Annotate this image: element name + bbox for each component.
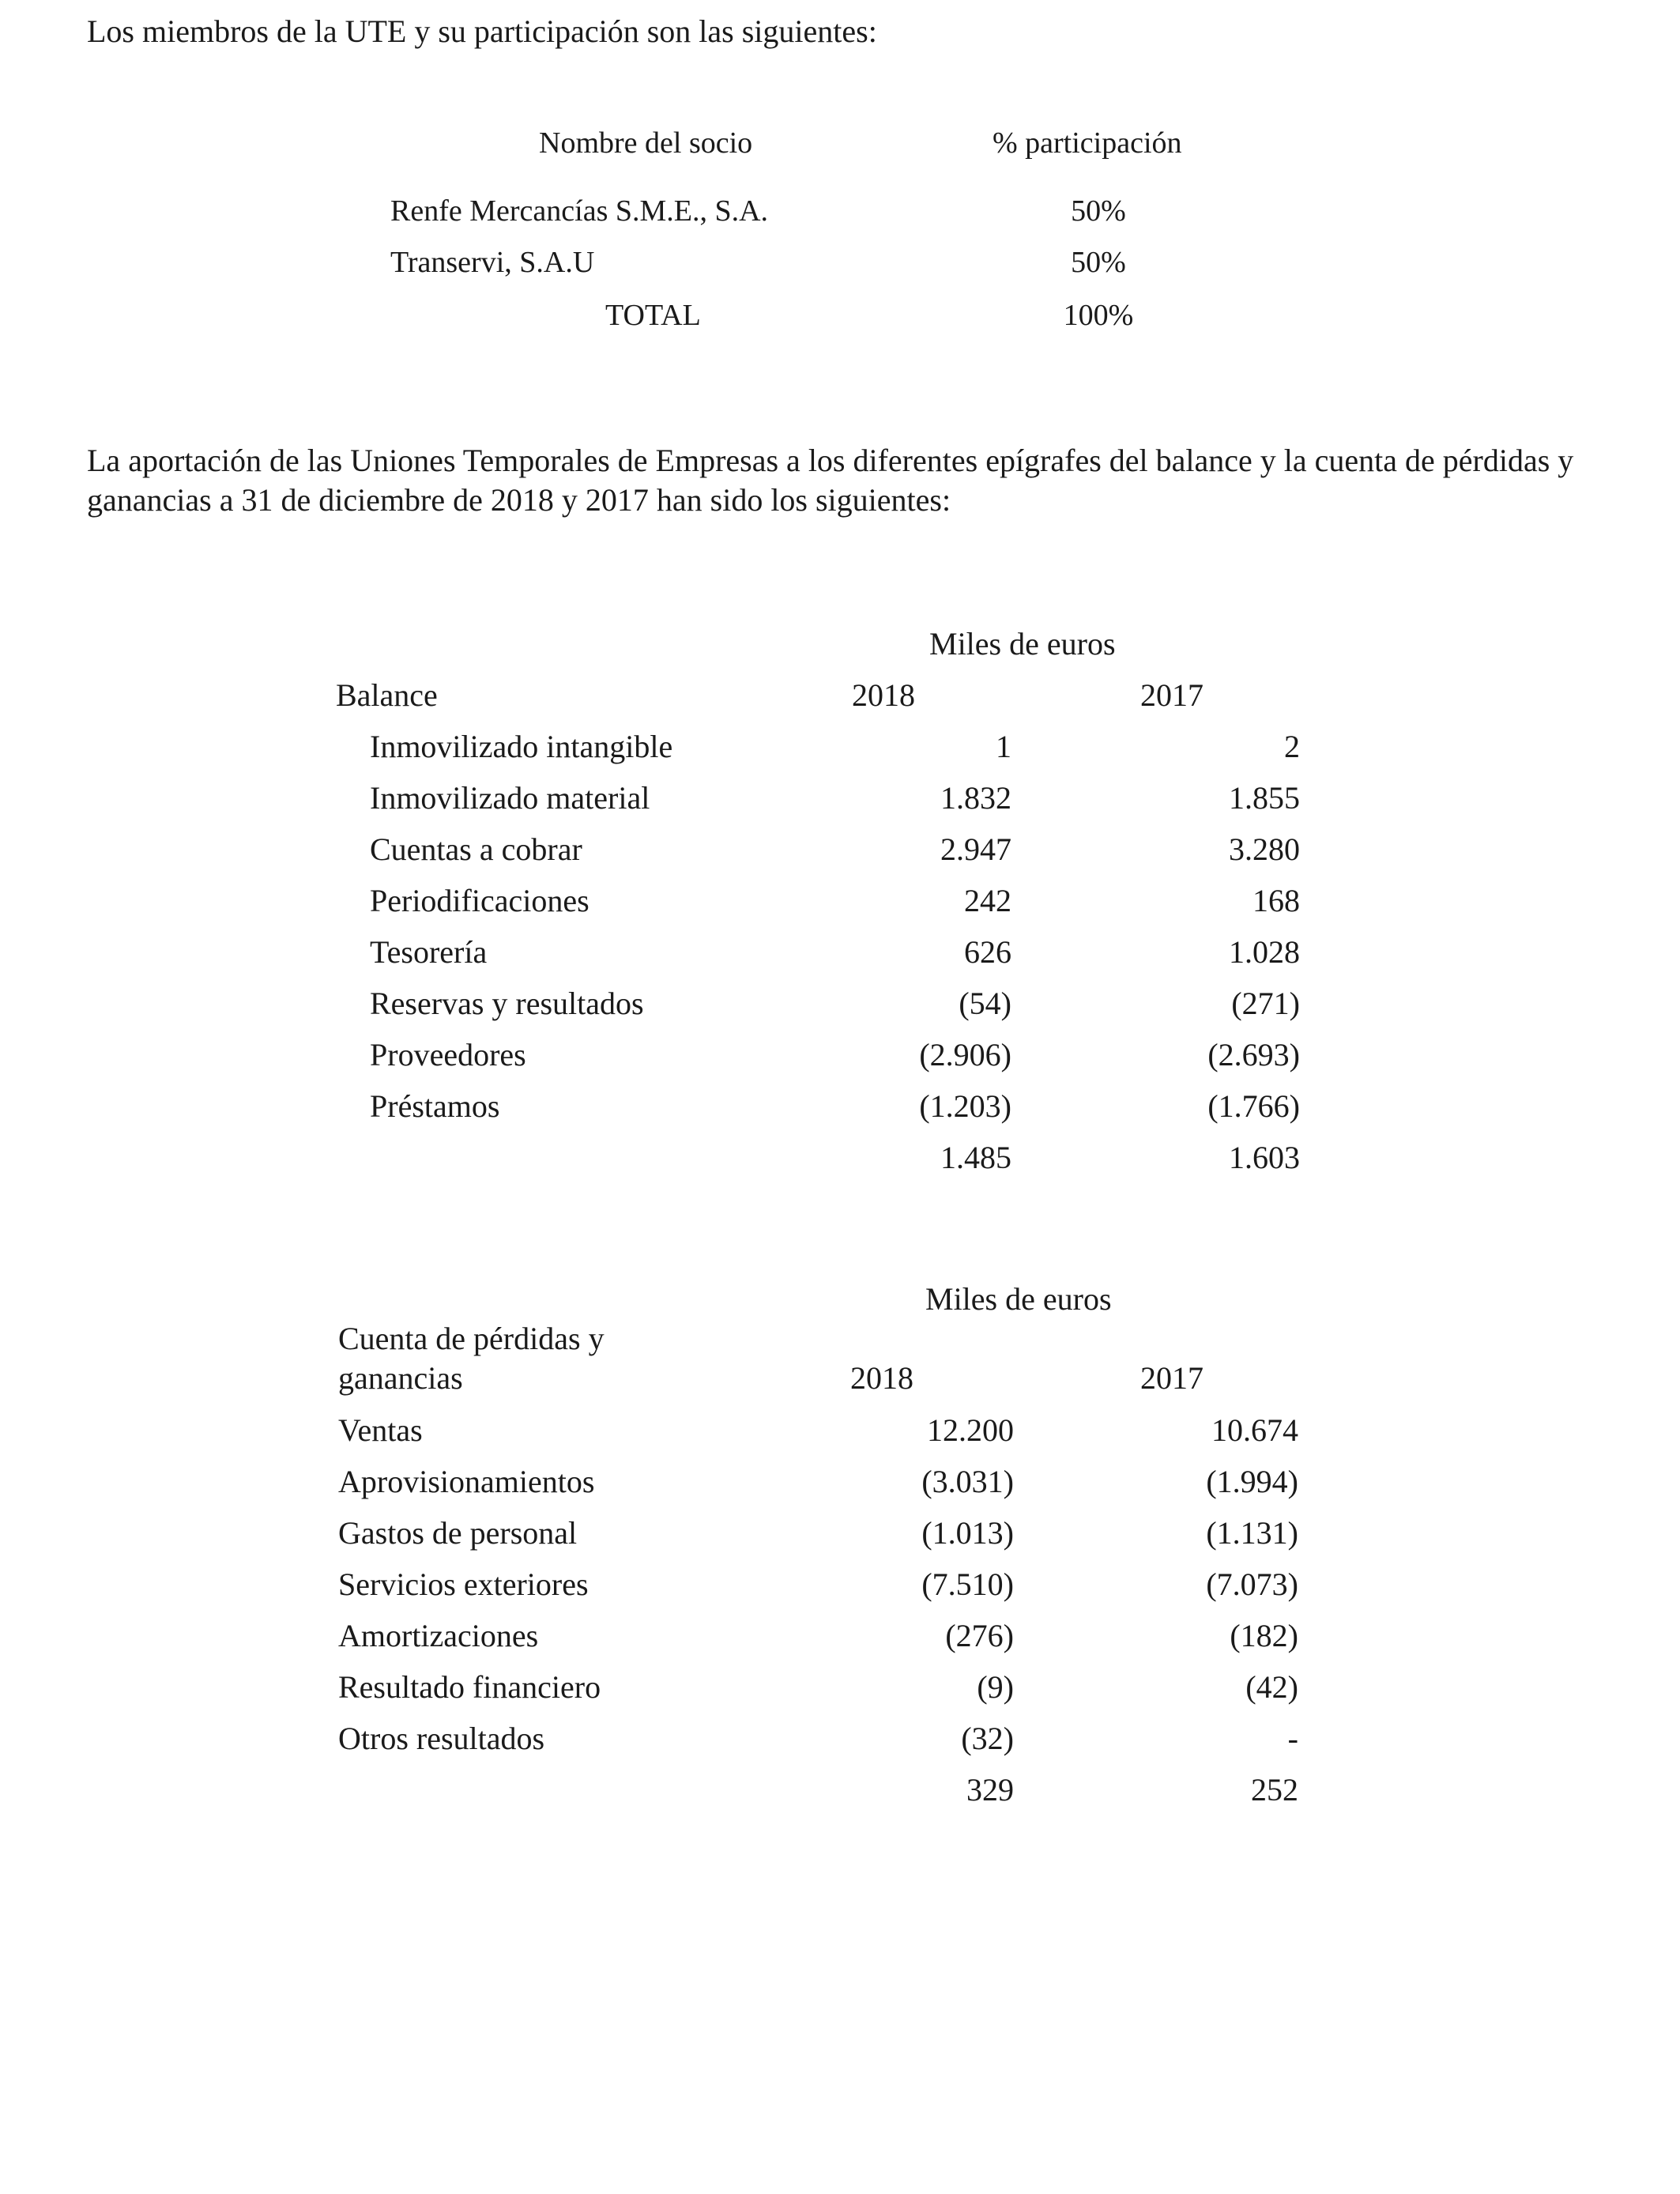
balance-row-2018: (54)	[959, 986, 1011, 1021]
member-pct-1: 50%	[1071, 194, 1126, 228]
pyg-row-2017: (182)	[1230, 1618, 1298, 1653]
pyg-row-label: Otros resultados	[338, 1721, 545, 1756]
intro-sentence: Los miembros de la UTE y su participación son las siguientes:	[87, 13, 877, 49]
balance-row-label: Préstamos	[370, 1088, 500, 1124]
member-pct-2: 50%	[1071, 246, 1126, 279]
pyg-row-2017: (1.131)	[1206, 1515, 1298, 1551]
pyg-section-label-line1: Cuenta de pérdidas y	[338, 1321, 605, 1356]
balance-row-2017: (2.693)	[1207, 1037, 1300, 1072]
pyg-row-2017: -	[1287, 1721, 1298, 1756]
balance-row-label: Reservas y resultados	[370, 986, 644, 1021]
pyg-year-2017: 2017	[1140, 1360, 1203, 1396]
balance-row-2017: 1.028	[1229, 934, 1300, 970]
balance-row-2018: 2.947	[940, 831, 1011, 867]
balance-row-2017: (271)	[1231, 986, 1300, 1021]
pyg-row-2018: (3.031)	[921, 1464, 1014, 1499]
balance-total-2017: 1.603	[1229, 1140, 1300, 1175]
balance-row-label: Periodificaciones	[370, 883, 590, 918]
members-total-pct: 100%	[1063, 299, 1134, 332]
balance-row-2018: 1.832	[940, 780, 1011, 816]
balance-row-2017: (1.766)	[1207, 1088, 1300, 1124]
balance-row-label: Inmovilizado intangible	[370, 729, 673, 764]
pyg-row-2017: (1.994)	[1206, 1464, 1298, 1499]
contribution-paragraph: La aportación de las Uniones Temporales de Empresas a los diferentes epígrafes del balance y la cuenta de pérdidas y ganancias a 31 de diciembre de 2018 y 2017 han sido los siguientes:	[87, 443, 1574, 518]
pyg-row-2017: (7.073)	[1206, 1566, 1298, 1602]
pyg-row-2017: 10.674	[1211, 1412, 1298, 1448]
member-name-1: Renfe Mercancías S.M.E., S.A.	[390, 194, 769, 228]
pyg-row-label: Ventas	[338, 1412, 423, 1448]
balance-year-2018: 2018	[852, 677, 915, 713]
pyg-row-label: Resultado financiero	[338, 1669, 601, 1705]
pyg-row-label: Amortizaciones	[338, 1618, 539, 1653]
balance-row-label: Proveedores	[370, 1037, 526, 1072]
pyg-row-2018: (276)	[945, 1618, 1014, 1653]
pyg-row-2018: (32)	[961, 1721, 1014, 1756]
members-col-name-header: Nombre del socio	[539, 126, 753, 160]
pyg-total-2017: 252	[1251, 1772, 1298, 1808]
balance-total-2018: 1.485	[940, 1140, 1011, 1175]
balance-row-label: Tesorería	[370, 934, 488, 970]
members-col-pct-header: % participación	[993, 126, 1182, 160]
pyg-year-2018: 2018	[850, 1360, 913, 1396]
pyg-section-label-line2: ganancias	[338, 1360, 463, 1396]
pyg-row-2018: (9)	[977, 1669, 1014, 1705]
balance-row-2018: (2.906)	[919, 1037, 1011, 1072]
balance-row-2018: 1	[996, 729, 1011, 764]
pyg-row-2018: (7.510)	[921, 1566, 1014, 1602]
balance-row-2018: 626	[964, 934, 1011, 970]
balance-row-2018: 242	[964, 883, 1011, 918]
members-total-label: TOTAL	[605, 299, 701, 332]
balance-row-2017: 1.855	[1229, 780, 1300, 816]
member-name-2: Transervi, S.A.U	[390, 246, 595, 279]
pyg-row-label: Servicios exteriores	[338, 1566, 589, 1602]
balance-row-2018: (1.203)	[919, 1088, 1011, 1124]
balance-row-2017: 3.280	[1229, 831, 1300, 867]
pyg-total-2018: 329	[966, 1772, 1014, 1808]
pyg-row-2018: 12.200	[927, 1412, 1014, 1448]
pyg-row-2018: (1.013)	[921, 1515, 1014, 1551]
balance-row-label: Cuentas a cobrar	[370, 831, 582, 867]
pyg-units-header: Miles de euros	[925, 1281, 1112, 1317]
pyg-row-2017: (42)	[1245, 1669, 1298, 1705]
balance-row-2017: 2	[1284, 729, 1300, 764]
pyg-row-label: Aprovisionamientos	[338, 1464, 595, 1499]
balance-section-label: Balance	[336, 677, 438, 713]
balance-units-header: Miles de euros	[929, 626, 1116, 662]
balance-row-label: Inmovilizado material	[370, 780, 650, 816]
pyg-row-label: Gastos de personal	[338, 1515, 578, 1551]
balance-row-2017: 168	[1252, 883, 1300, 918]
balance-year-2017: 2017	[1140, 677, 1203, 713]
